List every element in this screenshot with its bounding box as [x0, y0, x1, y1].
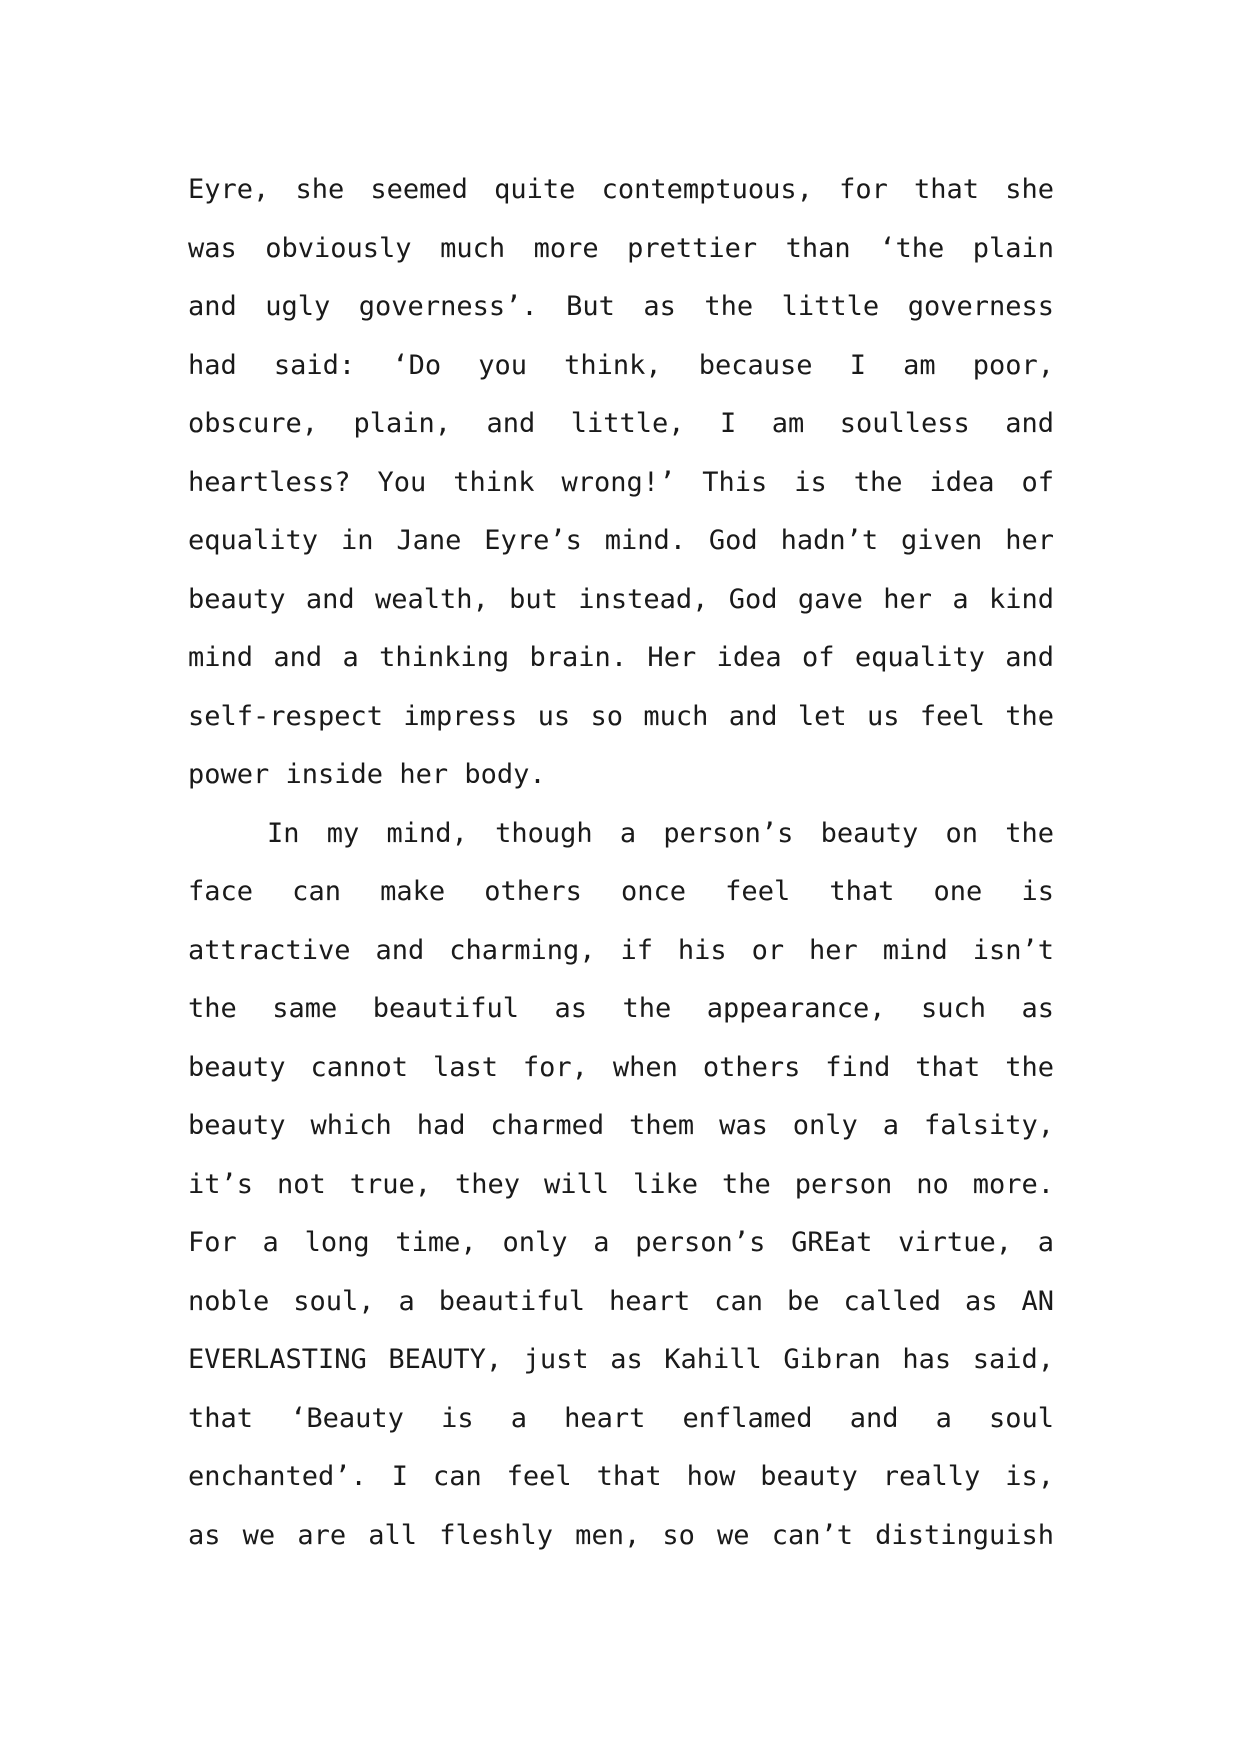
text-line: and ugly governess’. But as the little governess — [188, 291, 1054, 322]
text-line: In my mind, though a person’s beauty on the — [267, 817, 1054, 849]
text-line: was obviously much more prettier than ‘the plain — [188, 232, 1054, 264]
text-line: that ‘Beauty is a heart enflamed and a soul — [188, 1402, 1054, 1434]
text-line: noble soul, a beautiful heart can be called as AN — [188, 1285, 1054, 1317]
text-line: beauty cannot last for, when others find that the — [188, 1051, 1054, 1083]
text-line: enchanted’. I can feel that how beauty really is, — [188, 1461, 1054, 1492]
text-line: heartless? You think wrong!’ This is the idea of — [188, 466, 1054, 498]
text-line: equality in Jane Eyre’s mind. God hadn’t given her — [188, 525, 1054, 556]
text-line: Eyre, she seemed quite contemptuous, for that she — [188, 174, 1054, 205]
text-line: EVERLASTING BEAUTY, just as Kahill Gibran has said, — [188, 1344, 1054, 1375]
text-line: beauty and wealth, but instead, God gave her a kind — [188, 583, 1054, 615]
text-line: beauty which had charmed them was only a falsity, — [188, 1110, 1054, 1141]
text-line: had said: ‘Do you think, because I am poor, — [188, 349, 1054, 381]
text-line: power inside her body. — [188, 759, 546, 790]
text-line: as we are all fleshly men, so we can’t distinguish — [188, 1519, 1054, 1551]
text-line: For a long time, only a person’s GREat virtue, a — [188, 1227, 1054, 1258]
text-line: obscure, plain, and little, I am soulless and — [188, 408, 1054, 439]
text-line: attractive and charming, if his or her mind isn’t — [188, 934, 1054, 966]
text-line: mind and a thinking brain. Her idea of equality and — [188, 642, 1054, 673]
body-text — [188, 161, 1054, 1565]
text-line: it’s not true, they will like the person no more. — [188, 1168, 1054, 1200]
text-line: face can make others once feel that one is — [188, 876, 1054, 907]
text-line: the same beautiful as the appearance, such as — [188, 993, 1054, 1024]
text-line: self-respect impress us so much and let us feel the — [188, 700, 1054, 732]
